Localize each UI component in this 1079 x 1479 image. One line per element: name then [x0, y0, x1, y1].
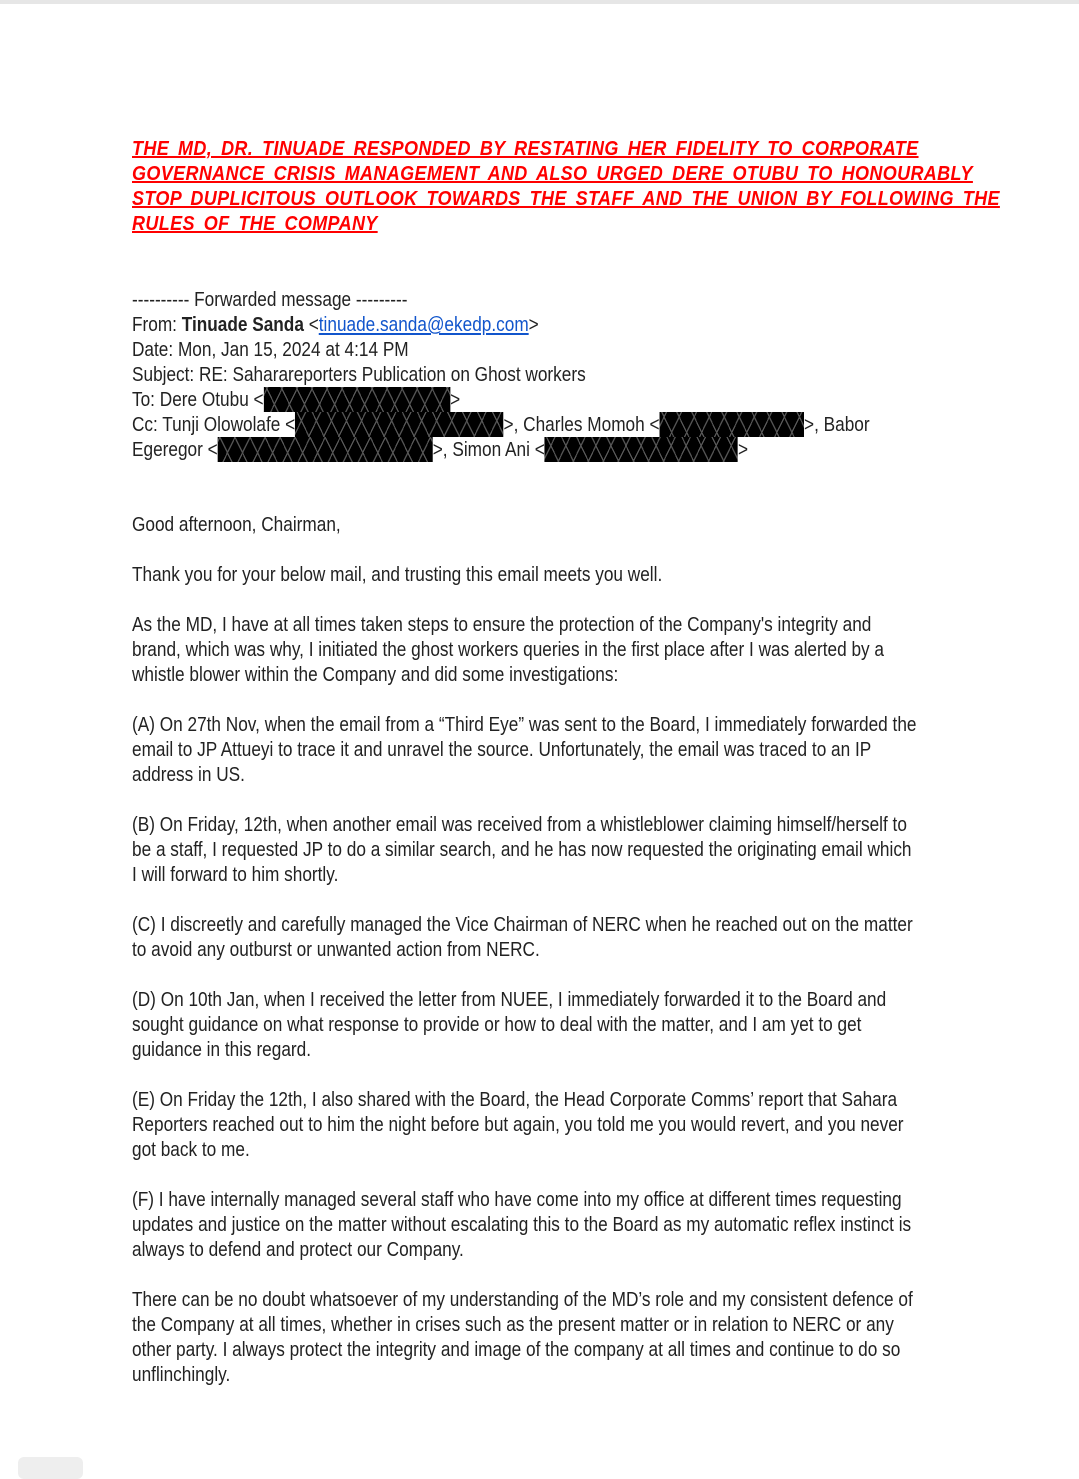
email-header [132, 287, 952, 462]
headline-line: THE MD, DR. TINUADE RESPONDED BY RESTATING HER FIDELITY TO CORPORATE [132, 138, 919, 160]
headline-line: RULES OF THE COMPANY [132, 213, 378, 235]
paragraph-line: always to defend and protect our Company. [132, 1238, 464, 1261]
paragraph-line: be a staff, I requested JP to do a similar search, and he has now requested the originating email which [132, 838, 912, 861]
paragraph [132, 912, 952, 962]
paragraph-line: other party. I always protect the integrity and image of the company at all times and continue to do so [132, 1338, 901, 1361]
cc-recipient: , Charles Momoh [513, 413, 645, 436]
from-name: Tinuade Sanda [181, 313, 304, 336]
to-line: To: Dere Otubu < > [132, 388, 461, 411]
paragraph-line: unflinchingly. [132, 1363, 231, 1386]
paragraph-line: whistle blower within the Company and did some investigations: [132, 663, 619, 686]
cc-line: Egeregor < >, Simon Ani < > [132, 438, 749, 461]
headline-line: STOP DUPLICITOUS OUTLOOK TOWARDS THE STAFF AND THE UNION BY FOLLOWING THE [132, 188, 1000, 210]
from-email-link[interactable]: tinuade.sanda@ekedp.com [318, 313, 529, 336]
paragraph-line: (F) I have internally managed several staff who have come into my office at different times requesting [132, 1188, 902, 1211]
cc-recipient: , Babor [814, 413, 870, 436]
redacted-email [295, 412, 503, 437]
paragraph-line: (B) On Friday, 12th, when another email was received from a whistleblower claiming himself/herself to [132, 813, 907, 836]
cc-recipient: Cc: Tunji Olowolafe [132, 413, 281, 436]
paragraph-line: address in US. [132, 763, 245, 786]
redacted-email [218, 437, 433, 462]
paragraph-line: the Company at all times, whether in crises such as the present matter or in relation to NERC or any [132, 1313, 894, 1336]
paragraph [132, 1187, 952, 1262]
headline-line: GOVERNANCE CRISIS MANAGEMENT AND ALSO URGED DERE OTUBU TO HONOURABLY [132, 163, 973, 185]
paragraph-line: As the MD, I have at all times taken steps to ensure the protection of the Company's integrity and [132, 613, 872, 636]
document-page [132, 137, 1000, 1387]
paragraph [132, 812, 952, 887]
subject-line: Subject: RE: Saharareporters Publication on Ghost workers [132, 363, 586, 386]
paragraph-line: Thank you for your below mail, and trusting this email meets you well. [132, 563, 663, 586]
paragraph-line: guidance in this regard. [132, 1038, 312, 1061]
paragraph-line: (D) On 10th Jan, when I received the letter from NUEE, I immediately forwarded it to the Board and [132, 988, 887, 1011]
from-label: From: [132, 313, 182, 336]
paragraph-line: Reporters reached out to him the night before but again, you told me you would revert, and you never [132, 1113, 904, 1136]
paragraph [132, 712, 952, 787]
top-border [0, 0, 1079, 4]
paragraph-line: got back to me. [132, 1138, 250, 1161]
paragraph-line: updates and justice on the matter without escalating this to the Board as my automatic reflex instinct is [132, 1213, 912, 1236]
paragraph-line: email to JP Attueyi to trace it and unravel the source. Unfortunately, the email was traced to an IP [132, 738, 872, 761]
paragraph-line: to avoid any outburst or unwanted action from NERC. [132, 938, 540, 961]
email-body [132, 512, 952, 1387]
paragraph [132, 562, 952, 587]
paragraph-line: (A) On 27th Nov, when the email from a “Third Eye” was sent to the Board, I immediately forwarded the [132, 713, 917, 736]
date-line: Date: Mon, Jan 15, 2024 at 4:14 PM [132, 338, 409, 361]
cc-recipient: Egeregor [132, 438, 203, 461]
paragraph [132, 512, 952, 537]
to-recipient: To: Dere Otubu [132, 388, 249, 411]
paragraph [132, 612, 952, 687]
paragraph [132, 987, 952, 1062]
paragraph [132, 1087, 952, 1162]
redacted-email [264, 387, 450, 412]
headline [132, 137, 1000, 237]
paragraph-line: I will forward to him shortly. [132, 863, 339, 886]
cc-line: Cc: Tunji Olowolafe < >, Charles Momoh < >, Babor [132, 413, 870, 436]
paragraph [132, 1287, 952, 1387]
paragraph-line: There can be no doubt whatsoever of my understanding of the MD’s role and my consistent defence of [132, 1288, 913, 1311]
paragraph-line: brand, which was why, I initiated the ghost workers queries in the first place after I was alerted by a [132, 638, 884, 661]
paragraph-line: Good afternoon, Chairman, [132, 513, 341, 536]
from-line: From: Tinuade Sanda <tinuade.sanda@ekedp.com> [132, 313, 539, 336]
redacted-email [660, 412, 804, 437]
paragraph-line: sought guidance on what response to provide or how to deal with the matter, and I am yet to get [132, 1013, 862, 1036]
paragraph-line: (C) I discreetly and carefully managed the Vice Chairman of NERC when he reached out on the matter [132, 913, 913, 936]
forwarded-marker: ---------- Forwarded message --------- [132, 288, 408, 311]
paragraph-line: (E) On Friday the 12th, I also shared with the Board, the Head Corporate Comms’ report that Sahara [132, 1088, 898, 1111]
redacted-email [545, 437, 738, 462]
cc-recipient: , Simon Ani [442, 438, 530, 461]
